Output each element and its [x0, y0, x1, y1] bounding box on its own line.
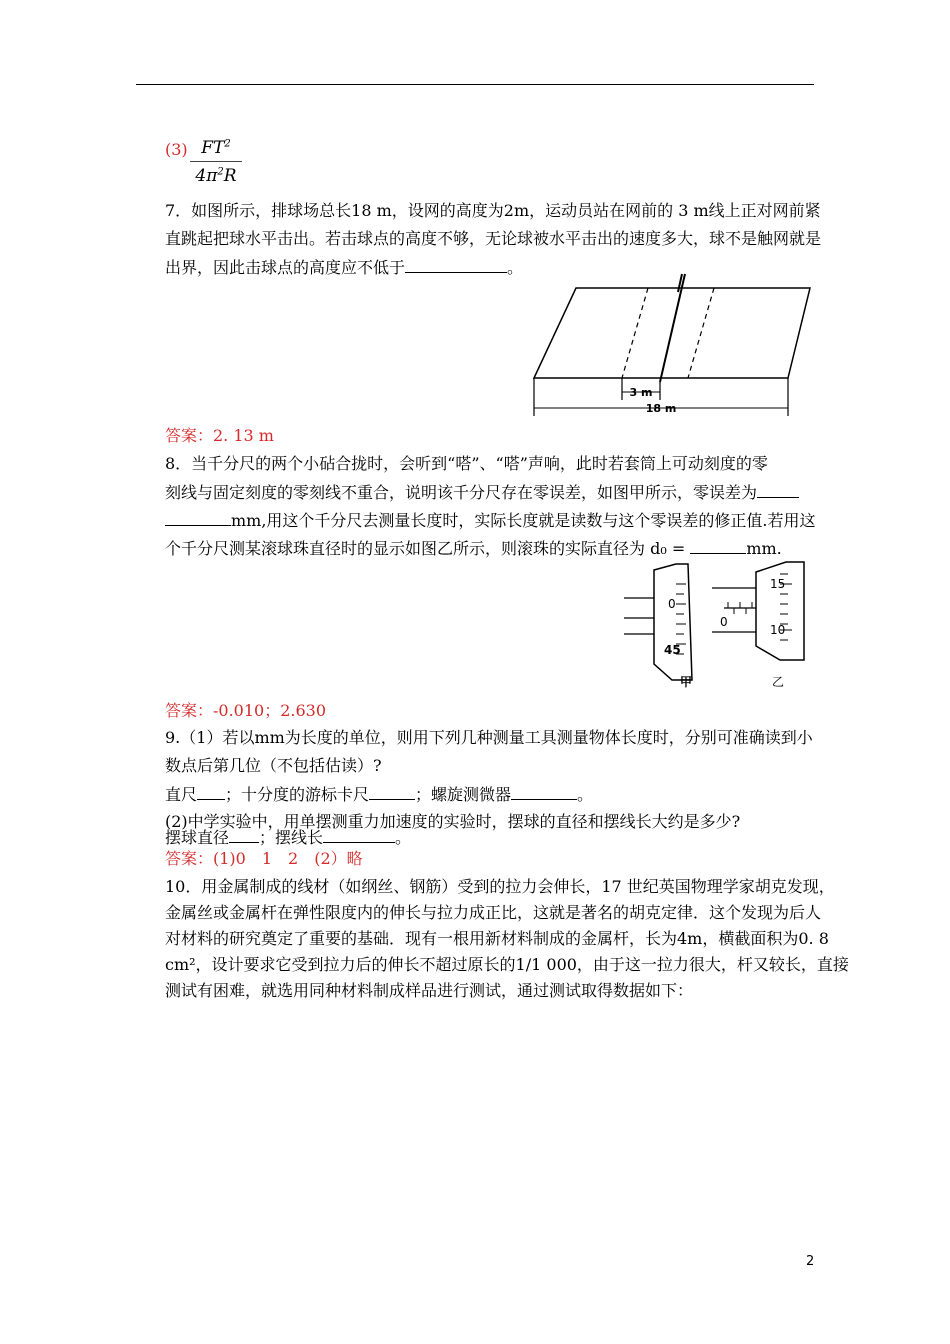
left-3m-line [622, 288, 648, 378]
q8-blank-2 [690, 537, 746, 554]
volleyball-court-figure [520, 270, 820, 420]
q9-blank-ruler [197, 783, 225, 800]
q10-line-2: 金属丝或金属杆在弹性限度内的伸长与拉力成正比，这就是著名的胡克定律．这个发现为后人 [165, 903, 822, 922]
q9-blank-diameter [229, 826, 259, 843]
q8-line-4: 个千分尺测某滚球珠直径时的显示如图乙所示，则滚珠的实际直径为 d₀ = mm. [165, 539, 782, 558]
yi-15-label: 15 [770, 577, 786, 591]
q10-line-4: cm²，设计要求它受到拉力后的伸长不超过原长的1/1 000，由于这一拉力很大，杆又较长，直接 [165, 955, 849, 974]
q8-answer: 答案：-0.010；2.630 [165, 701, 327, 720]
yi-figure-label: 乙 [772, 675, 785, 688]
jia-figure-label: 甲 [680, 675, 693, 688]
jia-0-label: 0 [668, 597, 676, 611]
q9-answer: 答案：(1)0 1 2 (2）略 [165, 849, 363, 868]
yi-10-label: 10 [770, 623, 786, 637]
q10-line-1: 10．用金属制成的线材（如纲丝、钢筋）受到的拉力会伸长，17 世纪英国物理学家胡克发现， [165, 877, 835, 896]
micrometer-figure-jia [620, 560, 810, 688]
q9-line-3: 直尺 ；十分度的游标卡尺 ；螺旋测微器 。 [165, 785, 594, 804]
q9-blank-caliper [369, 783, 415, 800]
q7-line-3: 出界，因此击球点的高度应不低于 。 [165, 258, 524, 277]
page-number: 2 [806, 1254, 815, 1269]
q8-blank-1a [757, 481, 799, 498]
q10-line-3: 对材料的研究奠定了重要的基础．现有一根用新材料制成的金属杆，长为4m，横截面积为0. 8 [165, 929, 829, 948]
right-3m-line [688, 288, 714, 378]
q9-blank-length [323, 826, 395, 843]
q9-line-2: 数点后第几位（不包括估读）? [165, 756, 382, 775]
q8-line-2: 刻线与固定刻度的零刻线不重合，说明该千分尺存在零误差，如图甲所示，零误差为 [165, 481, 799, 504]
q7-line-2: 直跳起把球水平击出。若击球点的高度不够，无论球被水平击出的速度多大，球不是触网就是 [165, 229, 822, 248]
label-3m: 3 m [629, 386, 653, 399]
q7-answer: 答案：2. 13 m [165, 426, 274, 445]
q9-line-5: 摆球直径 ；摆线长 。 [165, 828, 412, 847]
q9-line-1: 9.（1）若以mm为长度的单位，则用下列几种测量工具测量物体长度时，分别可准确读到小 [165, 728, 813, 747]
q8-line-1: 8．当千分尺的两个小砧合拢时，会听到“嗒”、“嗒”声响，此时若套筒上可动刻度的零 [165, 454, 768, 473]
yi-0-label: 0 [720, 615, 728, 629]
header-rule [136, 84, 814, 85]
q9-line-4: (2)中学实验中，用单摆测重力加速度的实验时，摆球的直径和摆线长大约是多少? [165, 812, 741, 831]
jia-45-label: 45 [664, 643, 681, 657]
fraction-denominator: $4\pi^2R$ [195, 166, 237, 186]
fraction-numerator: $FT^2$ [190, 138, 242, 162]
q8-blank-1b [165, 509, 231, 526]
q6-answer-label: (3) [165, 140, 188, 159]
q7-blank [405, 256, 507, 273]
jia-thimble [654, 564, 692, 680]
q10-line-5: 测试有困难，就选用同种材料制成样品进行测试，通过测试取得数据如下： [165, 981, 694, 1000]
q8-line-3: mm,用这个千分尺去测量长度时，实际长度就是读数与这个零误差的修正值.若用这 [165, 509, 816, 532]
q6-fraction [190, 138, 242, 186]
q7-line-1: 7．如图所示，排球场总长18 m，设网的高度为2m，运动员站在网前的 3 m线上正对网前紧 [165, 201, 821, 220]
q9-blank-micrometer [511, 783, 577, 800]
label-18m: 18 m [645, 402, 677, 415]
net-line [660, 274, 685, 382]
